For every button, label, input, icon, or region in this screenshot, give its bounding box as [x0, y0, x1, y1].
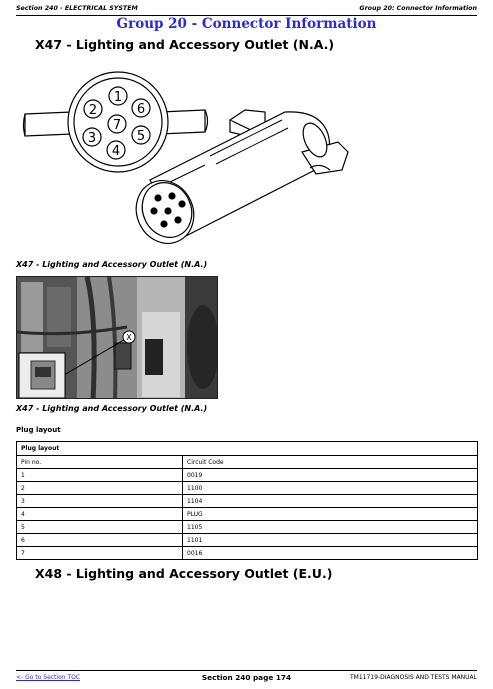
pin-6-label: 6	[136, 102, 146, 117]
pin-3-label: 3	[87, 131, 97, 146]
table-title: Plug layout	[17, 442, 478, 456]
column-header-pin: Pin no.	[17, 456, 183, 469]
table-row	[17, 534, 478, 547]
circuit-code-cell: 0016	[183, 547, 478, 560]
outlet-location-photo	[16, 276, 218, 399]
circuit-code-cell: PLUG	[183, 508, 478, 521]
photo-callout-x: X	[126, 333, 132, 342]
pin-2-label: 2	[88, 103, 98, 118]
circuit-code-cell: 1105	[183, 521, 478, 534]
page-footer	[16, 674, 477, 684]
figure-caption-1: X47 - Lighting and Accessory Outlet (N.A.)	[16, 260, 208, 269]
pin-number-cell: 3	[17, 495, 183, 508]
table-row	[17, 495, 478, 508]
group-title: Group 20 - Connector Information	[116, 16, 377, 32]
pin-7-label: 7	[112, 118, 122, 133]
table-row	[17, 521, 478, 534]
pin-number-cell: 2	[17, 482, 183, 495]
column-header-circuit: Circuit Code	[183, 456, 478, 469]
manual-title: TM11719-DIAGNOSIS AND TESTS MANUAL	[349, 674, 477, 681]
plug-layout-heading: Plug layout	[16, 426, 61, 434]
circuit-code-cell: 1101	[183, 534, 478, 547]
table-title-row	[17, 442, 478, 456]
table-row	[17, 482, 478, 495]
toc-link[interactable]: <- Go to Section TOC	[16, 674, 81, 681]
page-number: Section 240 page 174	[201, 673, 292, 682]
pin-number-cell: 6	[17, 534, 183, 547]
pin-number-cell: 4	[17, 508, 183, 521]
footer-divider	[16, 670, 477, 671]
pin-5-label: 5	[136, 129, 146, 144]
header-group: Group 20: Connector Information	[359, 5, 477, 12]
connector-line-drawing	[20, 70, 360, 250]
pin-number-cell: 7	[17, 547, 183, 560]
section-title-x48: X48 - Lighting and Accessory Outlet (E.U.)	[35, 566, 333, 581]
circuit-code-cell: 1104	[183, 495, 478, 508]
section-title-x47: X47 - Lighting and Accessory Outlet (N.A.)	[35, 37, 335, 52]
table-row	[17, 508, 478, 521]
pin-4-label: 4	[111, 144, 121, 159]
plug-layout-table	[16, 441, 478, 560]
pin-number-cell: 1	[17, 469, 183, 482]
pin-number-cell: 5	[17, 521, 183, 534]
circuit-code-cell: 0019	[183, 469, 478, 482]
table-row	[17, 547, 478, 560]
header-section: Section 240 - ELECTRICAL SYSTEM	[16, 5, 138, 12]
table-header-row	[17, 456, 478, 469]
table-row	[17, 469, 478, 482]
pin-1-label: 1	[113, 90, 123, 105]
circuit-code-cell: 1100	[183, 482, 478, 495]
figure-caption-2: X47 - Lighting and Accessory Outlet (N.A.)	[16, 404, 208, 413]
